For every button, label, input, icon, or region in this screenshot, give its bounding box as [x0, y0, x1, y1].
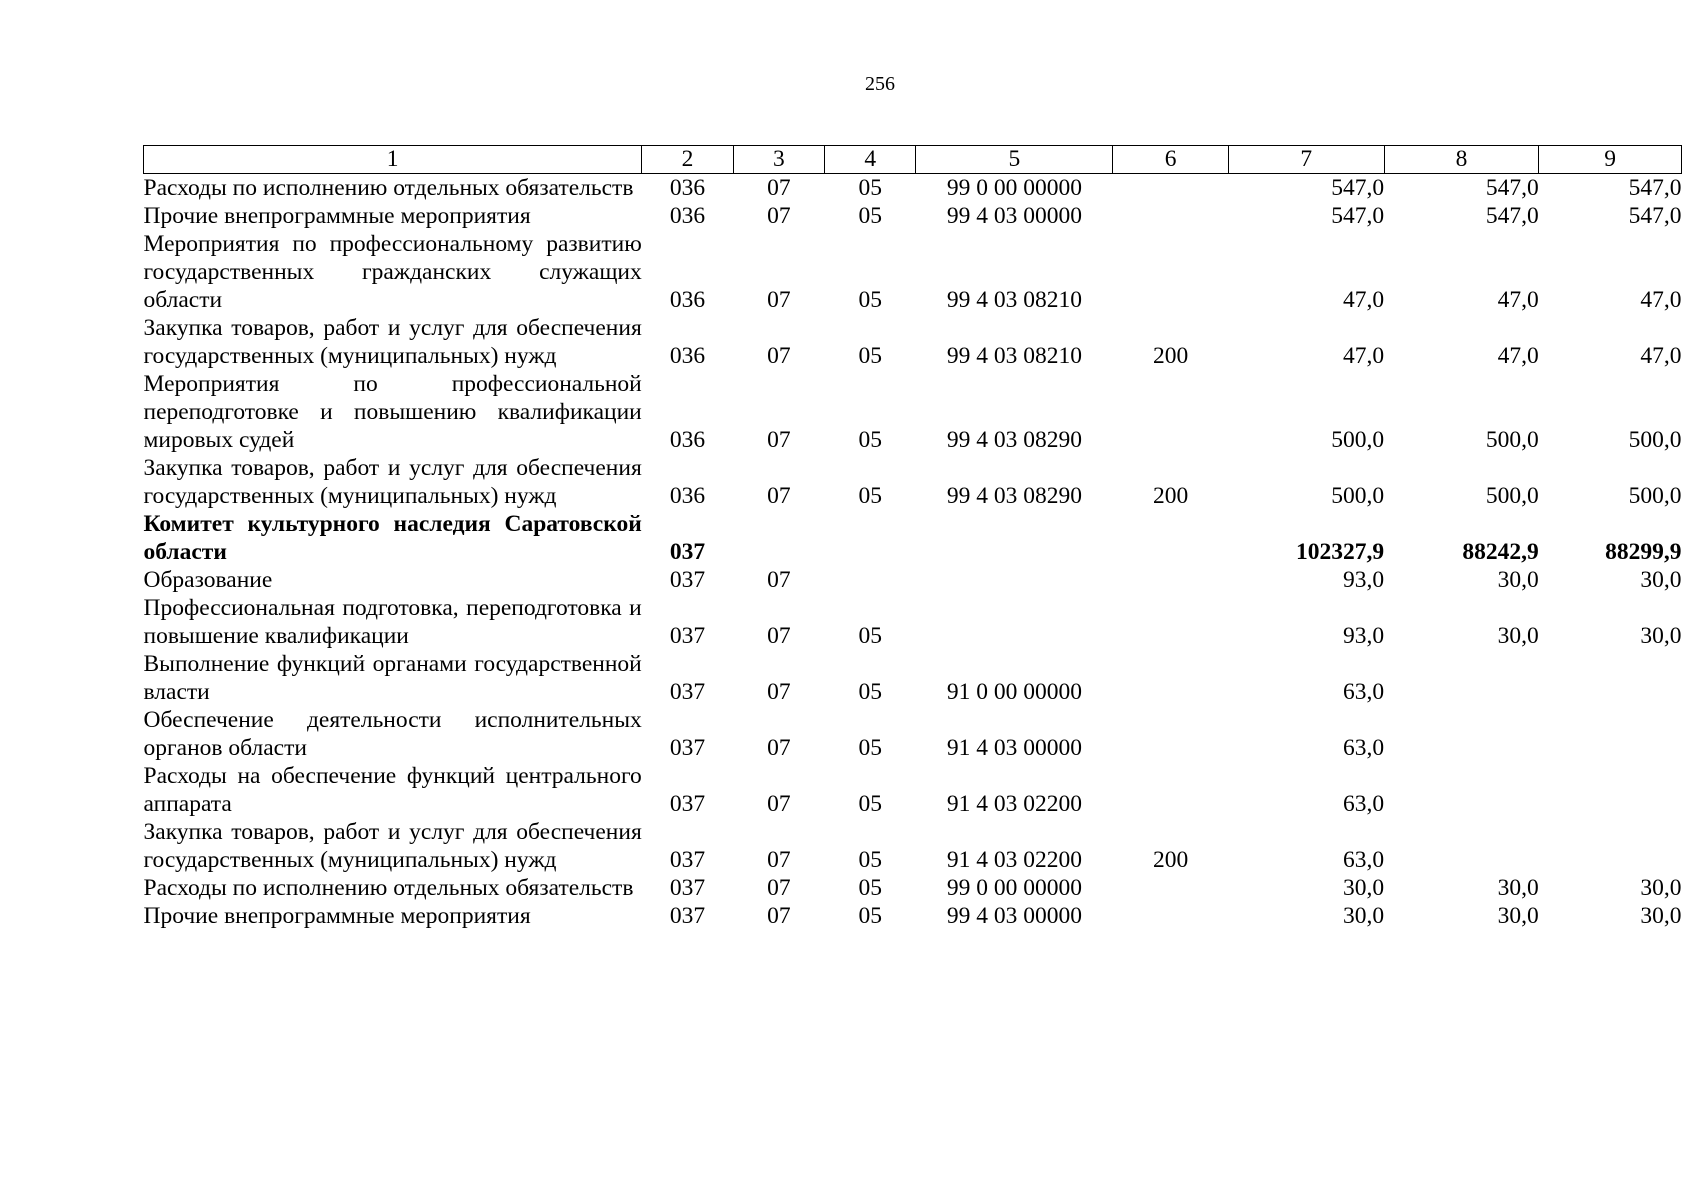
- cell-subsection: 05: [858, 903, 883, 929]
- cell-amount-9: 30,0: [1640, 903, 1682, 929]
- cell-ministry-code: 037: [669, 623, 706, 649]
- cell-amount-7: 500,0: [1331, 427, 1385, 453]
- cell-amount-7: 63,0: [1342, 735, 1385, 761]
- header-col-4: 4: [825, 146, 916, 174]
- cell-subsection: 05: [858, 875, 883, 901]
- row-name: Прочие внепрограммные мероприятия: [143, 203, 531, 229]
- cell-section: 07: [767, 735, 791, 761]
- row-name: Прочие внепрограммные мероприятия: [143, 903, 531, 929]
- cell-target-article: [916, 594, 1113, 650]
- cell-amount-9: [1539, 762, 1682, 818]
- cell-expense-type: [1113, 510, 1229, 566]
- cell-section: 07: [767, 847, 791, 873]
- cell-expense-type: [1113, 706, 1229, 762]
- cell-amount-8: 47,0: [1497, 343, 1539, 369]
- cell-target-article: 99 4 03 08290: [946, 427, 1082, 453]
- header-col-8: 8: [1384, 146, 1539, 174]
- cell-target-article: 91 0 00 00000: [946, 679, 1082, 705]
- cell-section: 07: [767, 679, 791, 705]
- table-row: [144, 174, 1682, 203]
- cell-ministry-code: 036: [669, 427, 706, 453]
- cell-target-article: 91 4 03 02200: [946, 847, 1082, 873]
- cell-section: 07: [767, 903, 791, 929]
- cell-section: 07: [767, 287, 791, 313]
- cell-amount-7: 30,0: [1342, 903, 1385, 929]
- table-row: [144, 706, 1682, 762]
- cell-target-article: 99 0 00 00000: [946, 875, 1082, 901]
- cell-target-article: [916, 566, 1113, 594]
- cell-subsection: [825, 510, 916, 566]
- cell-amount-7: 47,0: [1342, 343, 1385, 369]
- cell-section: 07: [767, 427, 791, 453]
- cell-subsection: 05: [858, 203, 883, 229]
- header-col-7: 7: [1228, 146, 1384, 174]
- row-name: Комитет культурного наследия Саратовской области: [143, 511, 642, 565]
- cell-amount-8: 47,0: [1497, 287, 1539, 313]
- cell-target-article: 91 4 03 00000: [946, 735, 1082, 761]
- cell-ministry-code: 036: [669, 483, 706, 509]
- cell-amount-8: [1384, 706, 1539, 762]
- cell-amount-8: 30,0: [1497, 903, 1539, 929]
- cell-ministry-code: 037: [669, 847, 706, 873]
- cell-expense-type: [1113, 650, 1229, 706]
- cell-amount-7: 93,0: [1342, 567, 1385, 593]
- cell-amount-8: 500,0: [1485, 427, 1539, 453]
- cell-ministry-code: 037: [669, 791, 706, 817]
- row-name: Расходы на обеспечение функций центрального аппарата: [143, 763, 642, 817]
- cell-amount-8: [1384, 818, 1539, 874]
- cell-target-article: 99 4 03 08290: [946, 483, 1082, 509]
- cell-subsection: 05: [858, 847, 883, 873]
- cell-expense-type: [1113, 902, 1229, 930]
- cell-amount-8: 88242,9: [1462, 539, 1539, 565]
- cell-section: 07: [767, 175, 791, 201]
- cell-ministry-code: 036: [669, 343, 706, 369]
- table-row: [144, 566, 1682, 594]
- cell-amount-8: 30,0: [1497, 623, 1539, 649]
- cell-amount-9: [1539, 818, 1682, 874]
- page-number: 256: [865, 73, 895, 95]
- cell-expense-type: [1113, 762, 1229, 818]
- row-name: Закупка товаров, работ и услуг для обеспечения государственных (муниципальных) нужд: [143, 819, 642, 873]
- cell-amount-8: 500,0: [1485, 483, 1539, 509]
- budget-table: [143, 145, 1682, 930]
- cell-ministry-code: 037: [669, 539, 706, 565]
- header-col-6: 6: [1113, 146, 1229, 174]
- cell-expense-type: [1113, 594, 1229, 650]
- cell-amount-8: 547,0: [1485, 175, 1539, 201]
- table-row: [144, 818, 1682, 874]
- cell-amount-8: 30,0: [1497, 567, 1539, 593]
- cell-target-article: 99 4 03 08210: [946, 343, 1082, 369]
- cell-subsection: 05: [858, 679, 883, 705]
- cell-section: [733, 510, 824, 566]
- cell-amount-9: 500,0: [1628, 427, 1682, 453]
- cell-target-article: 91 4 03 02200: [946, 791, 1082, 817]
- row-name: Профессиональная подготовка, переподготовка и повышение квалификации: [143, 595, 642, 649]
- cell-expense-type: 200: [1153, 483, 1189, 509]
- table-row: [144, 874, 1682, 902]
- cell-section: 07: [767, 203, 791, 229]
- cell-amount-7: 500,0: [1331, 483, 1385, 509]
- cell-expense-type: [1113, 230, 1229, 314]
- cell-amount-8: [1384, 762, 1539, 818]
- cell-amount-7: 63,0: [1342, 847, 1385, 873]
- cell-expense-type: [1113, 202, 1229, 230]
- cell-amount-9: 30,0: [1640, 875, 1682, 901]
- header-row: [144, 146, 1682, 174]
- table-row: [144, 202, 1682, 230]
- cell-target-article: 99 0 00 00000: [946, 175, 1082, 201]
- table-row-section-total: [144, 510, 1682, 566]
- cell-amount-7: 93,0: [1342, 623, 1385, 649]
- cell-expense-type: 200: [1153, 847, 1189, 873]
- cell-amount-9: 500,0: [1628, 483, 1682, 509]
- cell-subsection: 05: [858, 791, 883, 817]
- cell-amount-9: 547,0: [1628, 175, 1682, 201]
- table-row: [144, 454, 1682, 510]
- cell-amount-9: 30,0: [1640, 567, 1682, 593]
- cell-amount-8: [1384, 650, 1539, 706]
- row-name: Мероприятия по профессиональной переподготовке и повышению квалификации мировых судей: [143, 371, 642, 453]
- cell-amount-8: 30,0: [1497, 875, 1539, 901]
- row-name: Выполнение функций органами государственной власти: [143, 651, 642, 705]
- cell-target-article: 99 4 03 00000: [946, 203, 1082, 229]
- table-row: [144, 314, 1682, 370]
- table-row: [144, 370, 1682, 454]
- cell-subsection: 05: [858, 343, 883, 369]
- cell-amount-7: 102327,9: [1295, 539, 1385, 565]
- header-col-5: 5: [916, 146, 1113, 174]
- cell-section: 07: [767, 623, 791, 649]
- row-name: Образование: [143, 567, 273, 593]
- table-row: [144, 594, 1682, 650]
- table-row: [144, 650, 1682, 706]
- cell-subsection: 05: [858, 483, 883, 509]
- cell-amount-7: 547,0: [1331, 203, 1385, 229]
- cell-ministry-code: 036: [669, 203, 706, 229]
- row-name: Расходы по исполнению отдельных обязательств: [143, 175, 634, 201]
- cell-ministry-code: 037: [669, 679, 706, 705]
- cell-amount-8: 547,0: [1485, 203, 1539, 229]
- cell-amount-9: [1539, 706, 1682, 762]
- cell-amount-7: 63,0: [1342, 679, 1385, 705]
- cell-amount-9: 547,0: [1628, 203, 1682, 229]
- cell-amount-7: 47,0: [1342, 287, 1385, 313]
- cell-amount-9: 30,0: [1640, 623, 1682, 649]
- table-row: [144, 230, 1682, 314]
- cell-amount-9: 47,0: [1640, 287, 1682, 313]
- cell-expense-type: 200: [1153, 343, 1189, 369]
- cell-amount-9: [1539, 650, 1682, 706]
- row-name: Обеспечение деятельности исполнительных органов области: [143, 707, 642, 761]
- header-col-3: 3: [733, 146, 824, 174]
- cell-ministry-code: 037: [669, 875, 706, 901]
- cell-amount-9: 47,0: [1640, 343, 1682, 369]
- cell-expense-type: [1113, 566, 1229, 594]
- cell-ministry-code: 037: [669, 567, 706, 593]
- cell-target-article: [916, 510, 1113, 566]
- table-row: [144, 902, 1682, 930]
- cell-subsection: 05: [858, 427, 883, 453]
- cell-target-article: 99 4 03 00000: [946, 903, 1082, 929]
- cell-ministry-code: 037: [669, 903, 706, 929]
- row-name: Расходы по исполнению отдельных обязательств: [143, 875, 634, 901]
- header-col-1: 1: [144, 146, 642, 174]
- cell-section: 07: [767, 875, 791, 901]
- cell-amount-9: 88299,9: [1605, 539, 1682, 565]
- cell-section: 07: [767, 567, 791, 593]
- cell-amount-7: 63,0: [1342, 791, 1385, 817]
- cell-subsection: [825, 566, 916, 594]
- header-col-9: 9: [1539, 146, 1682, 174]
- cell-subsection: 05: [858, 175, 883, 201]
- cell-ministry-code: 036: [669, 287, 706, 313]
- cell-expense-type: [1113, 874, 1229, 902]
- cell-target-article: 99 4 03 08210: [946, 287, 1082, 313]
- row-name: Мероприятия по профессиональному развитию государственных гражданских служащих области: [143, 231, 642, 313]
- row-name: Закупка товаров, работ и услуг для обеспечения государственных (муниципальных) нужд: [143, 455, 642, 509]
- header-col-2: 2: [642, 146, 733, 174]
- cell-section: 07: [767, 343, 791, 369]
- cell-expense-type: [1113, 370, 1229, 454]
- cell-ministry-code: 036: [669, 175, 706, 201]
- cell-section: 07: [767, 791, 791, 817]
- cell-section: 07: [767, 483, 791, 509]
- cell-amount-7: 30,0: [1342, 875, 1385, 901]
- cell-ministry-code: 037: [669, 735, 706, 761]
- cell-amount-7: 547,0: [1331, 175, 1385, 201]
- cell-subsection: 05: [858, 287, 883, 313]
- row-name: Закупка товаров, работ и услуг для обеспечения государственных (муниципальных) нужд: [143, 315, 642, 369]
- cell-expense-type: [1113, 174, 1229, 203]
- table-row: [144, 762, 1682, 818]
- cell-subsection: 05: [858, 623, 883, 649]
- cell-subsection: 05: [858, 735, 883, 761]
